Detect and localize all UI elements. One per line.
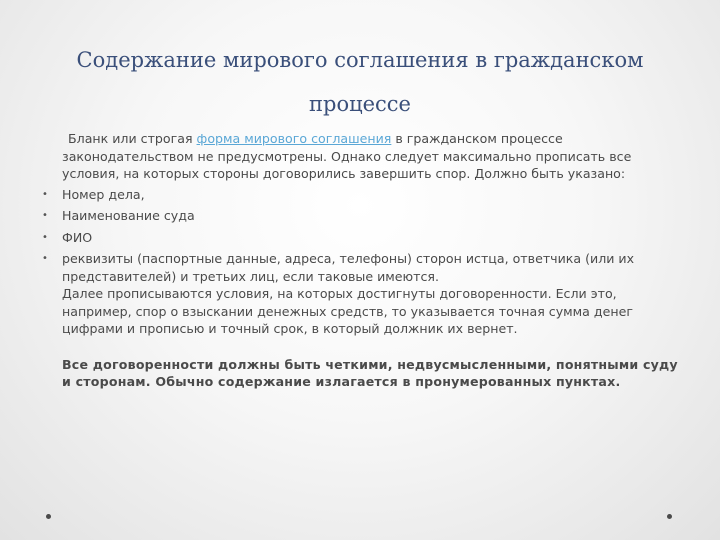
list-item-text: ФИО [62,229,93,245]
list-item [38,207,678,225]
list-item-text: Наименование суда [62,208,195,223]
list-item-text: Номер дела, [62,186,145,202]
slide-dot-right-icon [667,514,672,519]
slide-title-line-1: Содержание мирового соглашения в гражданском [76,48,644,72]
slide-dot-left-icon [46,514,51,519]
list-item [38,186,678,204]
bullet-icon: • [42,253,48,264]
slide-title [40,38,680,126]
requirements-list [38,186,678,338]
bullet-icon: • [42,231,48,243]
list-item [38,229,678,247]
intro-text-after-link: в гражданском процессе законодательством не предусмотрены. Однако следует максимально прописать все условия, на которых стороны договорились завершить спор. Должно быть указано: [62,131,632,181]
slide-title-line-2: процессе [309,92,411,116]
agreement-form-link[interactable]: форма мирового соглашения [196,131,392,146]
bold-note: Все договоренности должны быть четкими, недвусмысленными, понятными суду и сторонам. Обычно содержание излагается в пронумерованных пунктах. [62,356,678,389]
intro-paragraph [38,130,678,183]
intro-text-before-link: Бланк или строгая [68,131,197,146]
list-item-text: реквизиты (паспортные данные, адреса, телефоны) сторон истца, ответчика (или их представителей) и третьих лиц, если таковые имеются. [62,251,635,284]
bullet-icon: • [42,210,48,221]
list-item [38,250,678,338]
slide-body [38,130,678,391]
continuation-text: Далее прописываются условия, на которых достигнуты договоренности. Если это, например, спор о взыскании денежных средств, то указывается точная сумма денег цифрами и прописью и точный срок, в который должник их вернет. [62,286,633,336]
bullet-icon: • [42,188,48,200]
